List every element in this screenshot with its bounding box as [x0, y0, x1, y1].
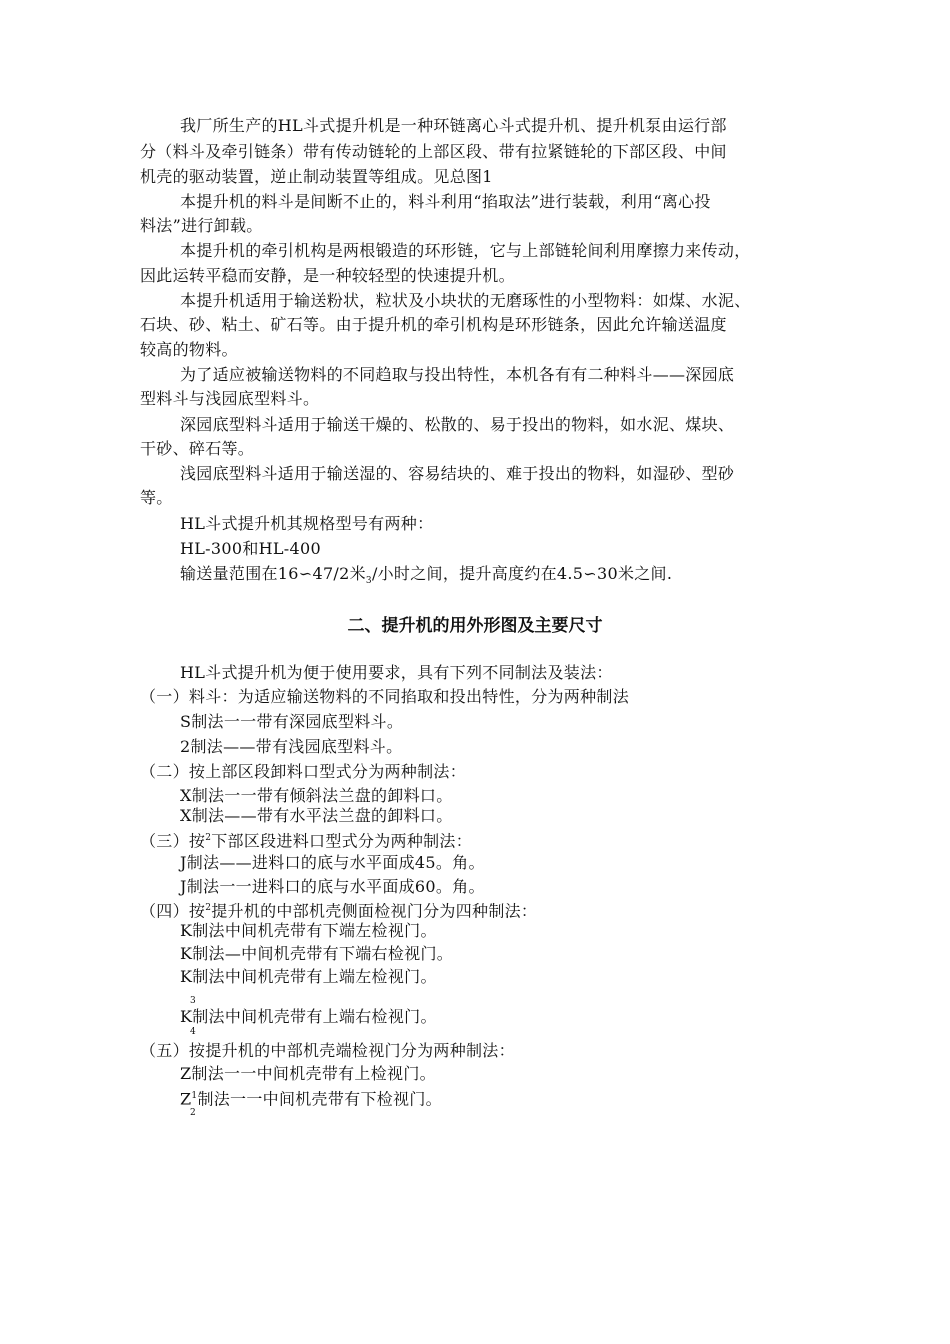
group2-item-b: X制法——带有水平法兰盘的卸料口。 — [180, 806, 453, 825]
intro-p1-line2: 分（料斗及牵引链条）带有传动链轮的上部区段、带有拉紧链轮的下部区段、中间 — [140, 142, 727, 161]
group4-title-sup: 2 — [205, 903, 212, 913]
group4-title — [140, 897, 537, 922]
intro-p5-line2: 型料斗与浅园底型料斗。 — [140, 389, 320, 408]
intro-p7-line1: 浅园底型料斗适用于输送湿的、容易结块的、难于投出的物料，如湿砂、型砂 — [180, 464, 735, 483]
intro-p4-line3: 较高的物料。 — [140, 340, 238, 359]
section-title: 二、提升机的用外形图及主要尺寸 — [347, 616, 603, 636]
group5-title: （五）按提升机的中部机壳端检视门分为两种制法： — [140, 1041, 515, 1060]
intro-p7-line2: 等。 — [140, 488, 173, 507]
group3-title — [140, 827, 472, 852]
group4-item-d-sup: 3 — [190, 996, 196, 1006]
intro-p1-line1: 我厂所生产的HL斗式提升机是一种环链离心斗式提升机、提升机泵由运行部 — [180, 116, 727, 135]
intro-p6-line2: 干砂、碎石等。 — [140, 439, 255, 458]
group1-item-s: S制法一一带有深园底型料斗。 — [180, 712, 404, 731]
intro-p5-line1: 为了适应被输送物料的不同趋取与投出特性，本机各有有二种料斗——深园底 — [180, 365, 735, 384]
group5-item-lower — [180, 1085, 442, 1110]
group3-item-60: J制法一一进料口的底与水平面成60。角。 — [180, 877, 485, 896]
group5-item-lower-sub: 2 — [190, 1108, 196, 1118]
intro-p3-line1: 本提升机的牵引机构是两根锻造的环形链，它与上部链轮间利用摩擦力来传动， — [180, 241, 751, 260]
group4-title-prefix: （四）按 — [140, 901, 206, 921]
group4-item-upper-left: K制法中间机壳带有上端左检视门。 — [180, 967, 437, 986]
group2-title: （二）按上部区段卸料口型式分为两种制法： — [140, 762, 467, 781]
intro-p4-line2: 石块、砂、粘土、矿石等。由于提升机的牵引机构是环形链条，因此允许输送温度 — [140, 315, 727, 334]
group3-title-prefix: （三）按 — [140, 831, 206, 851]
group5-item-upper: Z制法一一中间机壳带有上检视门。 — [180, 1064, 436, 1083]
group4-title-text: 提升机的中部机壳侧面检视门分为四种制法： — [211, 901, 538, 921]
group3-item-45: J制法——进料口的底与水平面成45。角。 — [180, 853, 485, 872]
intro-p2-line1: 本提升机的料斗是间断不止的，料斗利用“掐取法”进行装载，利用“离心投 — [180, 192, 711, 211]
intro-p3-line2: 因此运转平稳而安静，是一种较轻型的快速提升机。 — [140, 266, 515, 285]
intro-p10-after: /小时之间，提升高度约在4.5∽30米之间. — [371, 564, 673, 583]
group1-title: （一）料斗：为适应输送物料的不同掐取和投出特性，分为两种制法 — [140, 687, 630, 706]
group2-item-a: X制法一一带有倾斜法兰盘的卸料口。 — [180, 786, 453, 805]
group4-item-d-sub: 4 — [190, 1027, 196, 1037]
intro-p8: HL斗式提升机其规格型号有两种： — [180, 514, 434, 533]
intro-p6-line1: 深园底型料斗适用于输送干燥的、松散的、易于投出的物料，如水泥、煤块、 — [180, 415, 735, 434]
group4-item-lower-left: K制法中间机壳带有下端左检视门。 — [180, 921, 437, 940]
group5-item-lower-sup: 1 — [191, 1091, 198, 1101]
group5-item-lower-prefix: Z — [180, 1089, 192, 1109]
intro-p10-sub: 3 — [365, 576, 372, 587]
intro-p9: HL-300和HL-400 — [180, 539, 321, 558]
group5-item-lower-text: 制法一一中间机壳带有下检视门。 — [197, 1089, 442, 1109]
group3-title-text: 下部区段进料口型式分为两种制法： — [211, 831, 473, 851]
group4-item-lower-right: K制法—中间机壳带有下端右检视门。 — [180, 944, 454, 963]
group3-title-sup: 2 — [205, 833, 212, 843]
intro-p2-line2: 料法”进行卸载。 — [140, 216, 263, 235]
intro-p1-line3: 机壳的驱动装置，逆止制动装置等组成。见总图1 — [140, 167, 493, 186]
intro-p10 — [180, 563, 672, 592]
intro-p4-line1: 本提升机适用于输送粉状，粒状及小块状的无磨琢性的小型物料：如煤、水泥、 — [180, 291, 751, 310]
group4-item-upper-right: K制法中间机壳带有上端右检视门。 — [180, 1007, 437, 1026]
intro-p10-before: 输送量范围在16∽47/2米 — [180, 564, 366, 583]
group1-item-2: 2制法——带有浅园底型料斗。 — [180, 737, 403, 756]
section-lead: HL斗式提升机为便于使用要求，具有下列不同制法及装法： — [180, 663, 613, 682]
